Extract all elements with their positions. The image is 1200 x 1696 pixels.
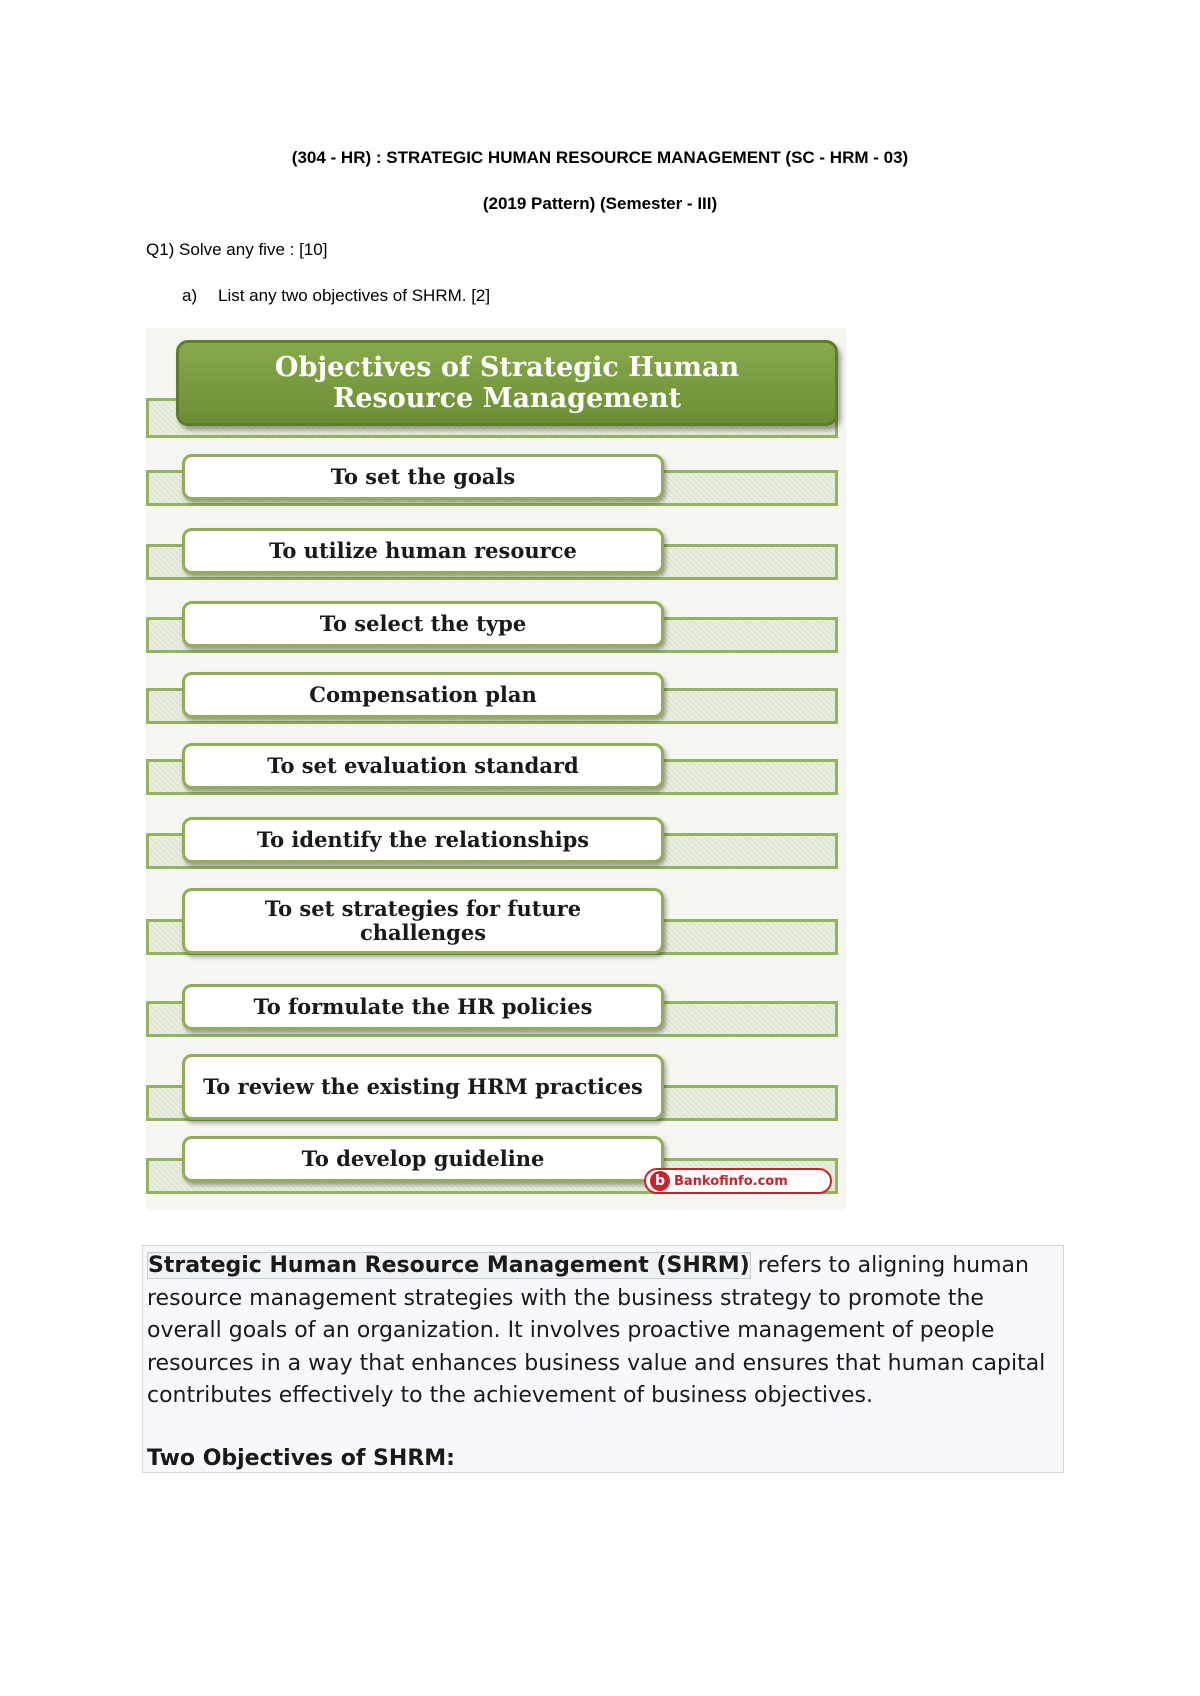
objective-item: To utilize human resource — [182, 528, 664, 574]
infographic-title: Objectives of Strategic Human Resource Management — [176, 340, 838, 426]
objective-item: To formulate the HR policies — [182, 984, 664, 1030]
answer-box — [142, 1245, 1064, 1473]
answer-heading: Two Objectives of SHRM: — [147, 1445, 455, 1471]
objective-item: To develop guideline — [182, 1136, 664, 1182]
question-1a-text: List any two objectives of SHRM. [2] — [218, 286, 491, 305]
objective-item: To review the existing HRM practices — [182, 1054, 664, 1120]
bank-logo-icon: b — [650, 1171, 670, 1191]
paper-subtitle: (2019 Pattern) (Semester - III) — [482, 194, 718, 213]
watermark-logo — [644, 1168, 832, 1194]
objective-item: To set strategies for future challenges — [182, 888, 664, 954]
objective-item: To identify the relationships — [182, 817, 664, 863]
answer-paragraph — [147, 1250, 1059, 1413]
objective-item: To set evaluation standard — [182, 743, 664, 789]
question-1: Q1) Solve any five : [10] — [146, 240, 328, 259]
objective-item: To set the goals — [182, 454, 664, 500]
answer-body: refers to aligning human resource management strategies with the business strategy to promote the overall goals of an organization. It involves proactive management of people resources in a way that enhances business value and ensures that human capital contributes effectively to the achievement of business objectives. — [147, 1253, 1046, 1408]
question-1a — [182, 286, 490, 306]
objective-item: Compensation plan — [182, 672, 664, 718]
answer-term: Strategic Human Resource Management (SHRM) — [148, 1253, 750, 1278]
paper-title: (304 - HR) : STRATEGIC HUMAN RESOURCE MANAGEMENT (SC - HRM - 03) — [291, 148, 909, 167]
objective-item: To select the type — [182, 601, 664, 647]
objectives-infographic — [146, 328, 846, 1210]
question-1a-label: a) — [182, 286, 198, 305]
watermark-text: Bankofinfo.com — [674, 1173, 788, 1189]
